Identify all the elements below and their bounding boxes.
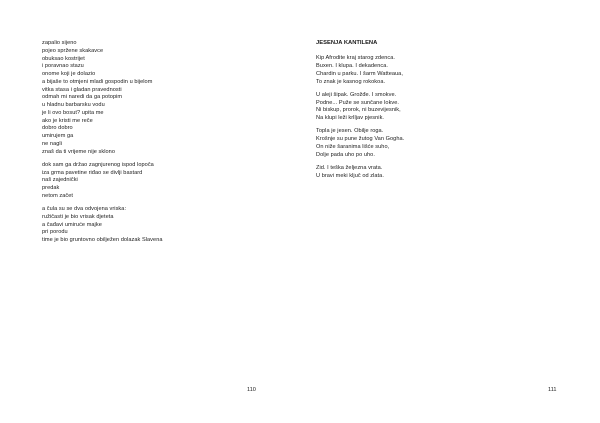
left-page-number: 110 <box>247 387 256 393</box>
verse-line: a bijaše to otmjeni mladi gospodin u bijelom <box>42 78 153 85</box>
verse-line: obuksao kostrijet <box>42 55 85 62</box>
verse-line: pojeo spržene skakavce <box>42 47 104 54</box>
verse-line: umirujem ga <box>42 133 74 139</box>
right-poem <box>316 40 556 186</box>
verse-line: Krošnje su pune žutog Van Gogha. <box>316 136 405 142</box>
verse-line: naš zajednički <box>42 177 78 184</box>
stanza <box>316 165 556 181</box>
verse-line: a čula su se dva odvojena vriska: <box>42 206 127 212</box>
poem-title: JESENJA KANTILENA <box>316 40 378 46</box>
verse-line: Dolje pada uho po uho. <box>316 151 375 158</box>
verse-line: Buxen. I klupa. I dekadenca. <box>316 63 388 69</box>
verse-line: On niže šaranima lišće suho, <box>316 143 390 150</box>
verse-line: Zid. I teška željezna vrata. <box>316 164 383 171</box>
verse-line: U bravi meki ključ od zlata. <box>316 172 384 179</box>
verse-line: Ni biskup, prorok, ni buzevijesnik, <box>316 107 401 114</box>
verse-line: U aleji šipak. Grožđe. I smokve. <box>316 91 397 98</box>
stanza <box>42 162 282 201</box>
verse-line: Podne... Puže se sunčane lokve. <box>316 99 400 106</box>
verse-line: Na klupi leži krlljav pjesnik. <box>316 115 385 121</box>
left-poem <box>42 40 282 250</box>
verse-line: Chardin u parku. I šarm Watteaua, <box>316 70 403 77</box>
verse-line: u hladnu barbarsku vodu <box>42 102 105 108</box>
verse-line: i poravnao stazu <box>42 63 84 70</box>
verse-line: dobro dobro <box>42 125 73 132</box>
verse-line: ne nagli <box>42 140 62 147</box>
stanza <box>316 92 556 123</box>
verse-line: dok sam ga držao zagnjurenog ispod lopoča <box>42 161 154 168</box>
stanza <box>316 55 556 86</box>
right-page-number: 111 <box>548 387 557 393</box>
verse-line: predak <box>42 185 60 191</box>
verse-line: ružičasti je bio vrisak djeteta <box>42 213 114 220</box>
verse-line: netom začet <box>42 192 74 199</box>
verse-line: znaš da ti vrijeme nije sklono <box>42 148 116 155</box>
verse-line: Topla je jesen. Obilje roga. <box>316 128 384 135</box>
verse-line: Kip Afrodite kraj starog zdenca. <box>316 55 396 62</box>
verse-line: To znak je kasnog rokokoa. <box>316 78 386 85</box>
verse-line: time je bio gruntovno obilježen dolazak Slavena <box>42 237 163 243</box>
stanza <box>42 40 282 156</box>
verse-line: je li ovo bosut? upita me <box>42 109 104 116</box>
verse-line: iza grma pavetine riđao se divlji bastard <box>42 169 143 176</box>
stanza <box>316 128 556 159</box>
verse-line: a čađavi umiruće majke <box>42 221 102 228</box>
verse-line: pri porodu <box>42 229 68 236</box>
verse-line: zapalio sijeno <box>42 40 77 46</box>
verse-line: ako je kristi me reče <box>42 117 93 124</box>
verse-line: odmah mi naredi da ga potopim <box>42 94 123 101</box>
verse-line: vitka stasa i gladan pravednosti <box>42 86 122 93</box>
verse-line: onome koji je dolazio <box>42 71 96 77</box>
right-poem-body <box>316 55 556 180</box>
stanza <box>42 206 282 245</box>
right-page <box>300 0 600 423</box>
